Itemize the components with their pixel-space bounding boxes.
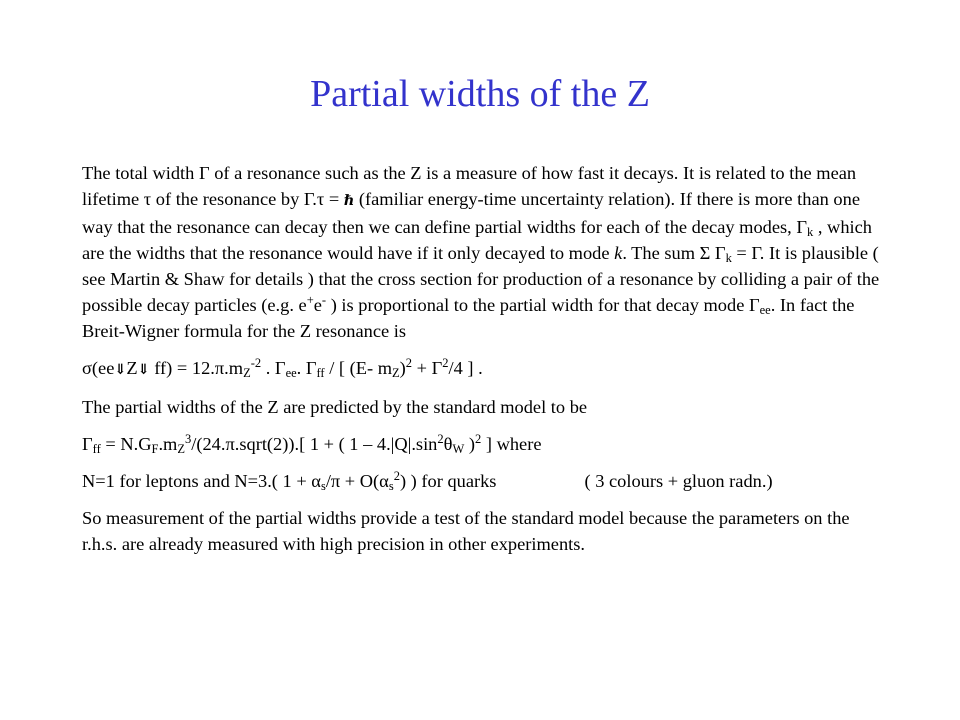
- subscript-ff: ff: [92, 442, 101, 457]
- subscript-ee: ee: [759, 303, 771, 318]
- intro-text-7: ) is proportional to the partial width for that decay mode Γ: [326, 295, 760, 315]
- intro-text-3: , which are the widths that the resonance would have if it only decayed to mode: [82, 217, 872, 263]
- intro-text-8: . In fact the Breit-Wigner formula for the Z resonance is: [82, 295, 855, 341]
- w-text-2: = N.G: [100, 434, 152, 454]
- intro-text-2: (familiar energy-time uncertainty relation). If there is more than one way that the resonance can decay then we can define partial widths for each of the decay modes, Γ: [82, 189, 860, 237]
- w-text-5: θ: [443, 434, 453, 454]
- n-text-1: N=1 for leptons and N=3.( 1 + α: [82, 471, 321, 491]
- intro-paragraph: [82, 160, 882, 344]
- subscript-ff: ff: [316, 366, 325, 381]
- subscript-k: k: [807, 225, 814, 240]
- superscript-2: 2: [405, 356, 413, 371]
- arrow-icon: ⇓: [137, 362, 150, 378]
- breit-wigner-formula: [82, 355, 882, 383]
- bw-text-1: σ(ee: [82, 358, 115, 378]
- superscript-plus: +: [306, 293, 314, 308]
- w-text-7: ] where: [481, 434, 542, 454]
- w-text-1: Γ: [82, 434, 93, 454]
- bw-text-7: ): [399, 358, 406, 378]
- intro-text-5: = Γ. It is plausible ( see Martin & Shaw for details ) that the cross section for production of a resonance by colliding a pair of the possible decay particles (e.g. e: [82, 243, 880, 315]
- standard-model-intro: The partial widths of the Z are predicted by the standard model to be: [82, 397, 588, 417]
- intro-text-6: e: [313, 295, 322, 315]
- subscript-z: Z: [243, 366, 251, 381]
- arrow-icon: ⇓: [114, 362, 127, 378]
- slide-body: [82, 160, 882, 557]
- bw-text-8: + Γ: [412, 358, 443, 378]
- superscript-minus-2: -2: [250, 356, 262, 371]
- intro-text-1: The total width Γ of a resonance such as the Z is a measure of how fast it decays. It is related to the mean lifetime τ of the resonance by Γ.τ =: [82, 163, 857, 209]
- superscript-2: 2: [437, 432, 444, 447]
- w-text-3: .m: [158, 434, 178, 454]
- bw-text-5: . Γ: [296, 358, 317, 378]
- n-text-2: /π + O(α: [325, 471, 389, 491]
- bw-text-2: Z: [126, 358, 138, 378]
- slide-title: Partial widths of the Z: [310, 73, 650, 115]
- w-text-6: ): [464, 434, 475, 454]
- bw-text-4: . Γ: [261, 358, 286, 378]
- superscript-2: 2: [393, 469, 400, 484]
- n-text-3: ) ) for quarks: [399, 471, 497, 491]
- subscript-s: s: [388, 479, 394, 494]
- bw-text-6: / [ (E- m: [324, 358, 393, 378]
- subscript-k-sum: k: [725, 251, 732, 266]
- superscript-2: 2: [442, 356, 449, 371]
- bw-text-9: /4 ] .: [448, 358, 483, 378]
- superscript-2: 2: [475, 432, 482, 447]
- subscript-z: Z: [177, 442, 185, 457]
- subscript-s: s: [320, 479, 326, 494]
- subscript-ee: ee: [285, 366, 297, 381]
- w-text-4: /(24.π.sqrt(2)).[ 1 + ( 1 – 4.|Q|.sin: [191, 434, 438, 454]
- hbar-symbol: ℏ: [343, 193, 355, 209]
- conclusion-paragraph: So measurement of the partial widths provide a test of the standard model because the parameters on the r.h.s. are already measured with high precision in other experiments.: [82, 508, 850, 554]
- intro-text-4: . The sum Σ Γ: [622, 243, 726, 263]
- subscript-w: W: [452, 442, 465, 457]
- subscript-f: F: [151, 442, 159, 457]
- italic-k: k: [614, 243, 623, 263]
- superscript-3: 3: [184, 432, 192, 447]
- bw-text-3: ff) = 12.π.m: [149, 358, 244, 378]
- subscript-z: Z: [392, 366, 400, 381]
- n-definition: [82, 468, 882, 494]
- superscript-minus: -: [321, 293, 327, 308]
- colour-note: ( 3 colours + gluon radn.): [584, 471, 773, 491]
- partial-width-formula: [82, 431, 882, 457]
